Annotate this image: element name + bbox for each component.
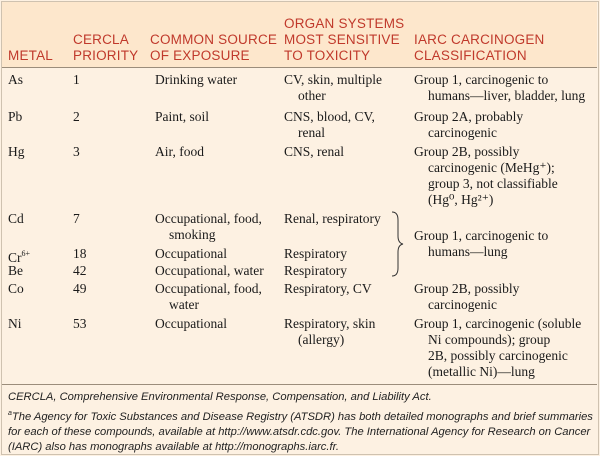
cell-organ: CV, skin, multiple other: [284, 72, 383, 103]
cell-organ: Respiratory: [284, 246, 347, 261]
header-metal: METAL: [8, 48, 54, 63]
cell-metal: $Cr^{6+}$: [8, 249, 31, 265]
header-iarc-classification: IARC CARCINOGEN CLASSIFICATION: [414, 32, 545, 63]
cell-metal: Co: [8, 281, 24, 296]
cell-source: Air, food: [155, 144, 204, 159]
cell-priority: 18: [73, 246, 87, 261]
cell-metal-superscript: 6+: [21, 249, 31, 258]
cell-priority: 42: [73, 263, 87, 278]
footnote-atsdr: $^a$The Agency for Toxic Substances and Disease Registry (ATSDR) has both detailed monographs and brief summaries for each of these compounds, available at http://www.atsdr.cdc.gov. The International Agency for Research on Cancer (IARC) also has monographs available at http://monographs.iarc.fr.: [8, 410, 593, 453]
cell-iarc-grouped: Group 1, carcinogenic to humans—lung: [414, 228, 549, 259]
cell-priority: 3: [73, 144, 80, 159]
right-brace-icon: [390, 210, 404, 278]
cell-priority: 49: [73, 281, 87, 296]
cell-priority: 53: [73, 316, 87, 331]
cell-metal: As: [8, 72, 24, 87]
cell-source: Occupational, food, smoking: [155, 211, 262, 242]
cell-iarc: Group 2B, possibly carcinogenic (MeHg⁺); group 3, not classifiable (Hg⁰, Hg²⁺): [414, 144, 558, 207]
cell-organ: Respiratory: [284, 263, 347, 278]
cell-iarc: Group 2B, possibly carcinogenic: [414, 281, 520, 312]
cell-metal: Pb: [8, 109, 23, 124]
footnote-marker: a: [8, 410, 12, 417]
cell-organ: CNS, blood, CV, renal: [284, 109, 375, 140]
cell-metal: Cd: [8, 211, 24, 226]
cell-source: Occupational: [155, 246, 227, 261]
header-common-source: COMMON SOURCE OF EXPOSURE: [150, 32, 278, 63]
cell-source: Occupational: [155, 316, 227, 331]
cell-iarc: Group 1, carcinogenic to humans—liver, bladder, lung: [414, 72, 586, 103]
cell-organ: CNS, renal: [284, 144, 344, 159]
table-bottom-rule: [2, 384, 597, 385]
cell-source: Paint, soil: [155, 109, 210, 124]
cell-iarc: Group 2A, probably carcinogenic: [414, 109, 524, 140]
cell-source: Drinking water: [155, 72, 238, 87]
cell-metal: Ni: [8, 316, 22, 331]
cell-metal: Hg: [8, 144, 25, 159]
cell-organ: Respiratory, CV: [284, 281, 372, 296]
header-cercla-priority: CERCLA PRIORITY: [73, 32, 139, 63]
footnote-cercla: CERCLA, Comprehensive Environmental Response, Compensation, and Liability Act.: [8, 391, 432, 403]
cell-organ: Renal, respiratory: [284, 211, 381, 226]
cell-organ: Respiratory, skin (allergy): [284, 316, 376, 347]
header-organ-systems: ORGAN SYSTEMS MOST SENSITIVE TO TOXICITY: [284, 16, 405, 63]
cell-metal: Be: [8, 263, 23, 278]
cell-source: Occupational, food, water: [155, 281, 262, 312]
cell-iarc: Group 1, carcinogenic (soluble Ni compounds); group 2B, possibly carcinogenic (metallic Ni)—lung: [414, 316, 582, 379]
cell-priority: 7: [73, 211, 80, 226]
cell-priority: 1: [73, 72, 80, 87]
header-rule: [2, 67, 597, 68]
cell-priority: 2: [73, 109, 80, 124]
cell-source: Occupational, water: [155, 263, 264, 278]
